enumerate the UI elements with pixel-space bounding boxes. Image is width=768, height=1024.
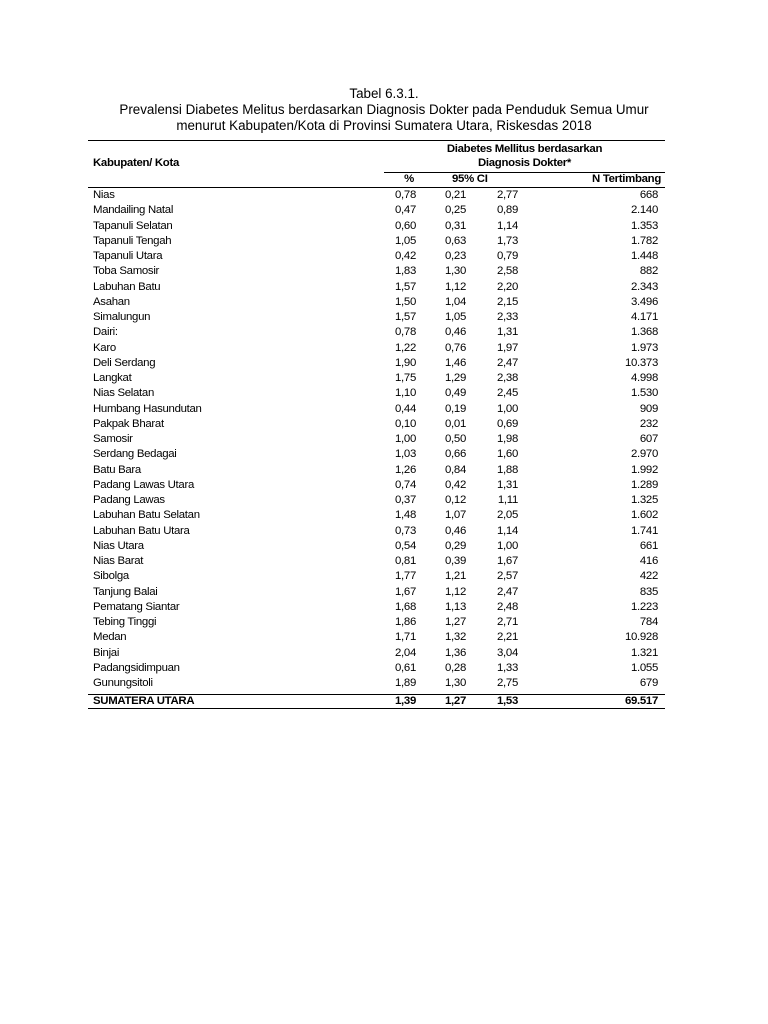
row-ci-upper: 0,89	[497, 204, 518, 217]
row-ci-upper: 0,79	[497, 250, 518, 262]
row-n: 1.530	[630, 387, 658, 400]
row-ci-lower: 1,12	[445, 280, 466, 293]
total-percent: 1,39	[395, 695, 416, 707]
row-ci-lower: 0,23	[445, 250, 466, 262]
row-percent: 2,04	[395, 646, 416, 659]
row-ci-upper: 2,20	[497, 280, 518, 293]
row-ci-upper: 2,77	[497, 189, 518, 201]
row-percent: 0,47	[395, 204, 416, 217]
row-percent: 1,05	[395, 234, 416, 247]
row-ci-lower: 1,30	[445, 677, 466, 689]
total-ci-upper: 1,53	[497, 695, 518, 707]
row-ci-upper: 2,58	[497, 265, 518, 278]
row-n: 882	[639, 265, 658, 278]
table-row	[0, 493, 768, 508]
row-n: 668	[639, 189, 658, 201]
row-name: Pakpak Bharat	[93, 417, 164, 430]
header-n-tertimbang: N Tertimbang	[592, 173, 661, 185]
table-row	[0, 508, 768, 523]
row-n: 1.992	[630, 463, 658, 476]
header-group-line-1: Diabetes Mellitus berdasarkan	[446, 143, 603, 155]
table-row	[0, 463, 768, 478]
table-row	[0, 630, 768, 645]
row-ci-upper: 2,45	[497, 387, 518, 400]
total-ci-lower: 1,27	[445, 695, 466, 707]
row-ci-upper: 2,48	[497, 600, 518, 613]
row-n: 1.289	[630, 478, 658, 491]
row-ci-lower: 0,01	[445, 417, 466, 430]
row-percent: 0,78	[395, 189, 416, 201]
header-95-ci: 95% CI	[452, 173, 488, 185]
row-ci-upper: 1,67	[497, 555, 518, 567]
table-caption	[80, 86, 688, 134]
table-row	[0, 524, 768, 539]
header-percent: %	[404, 173, 414, 185]
row-percent: 1,77	[395, 570, 416, 583]
row-n: 10.928	[624, 631, 658, 644]
row-ci-upper: 2,47	[497, 585, 518, 598]
row-name: Padangsidimpuan	[93, 661, 180, 674]
row-name: Nias Selatan	[93, 387, 154, 400]
table-row	[0, 310, 768, 325]
row-percent: 1,03	[395, 448, 416, 461]
table-top-rule	[88, 140, 665, 141]
row-percent: 1,68	[395, 600, 416, 613]
table-row	[0, 386, 768, 401]
row-name: Karo	[93, 341, 116, 354]
row-ci-upper: 2,33	[497, 311, 518, 323]
row-ci-upper: 1,00	[497, 402, 518, 415]
row-ci-lower: 1,29	[445, 372, 466, 384]
total-name: SUMATERA UTARA	[93, 695, 195, 707]
table-number: Tabel 6.3.1.	[349, 86, 419, 101]
row-name: Padang Lawas	[93, 494, 165, 506]
table-row	[0, 600, 768, 615]
row-percent: 0,61	[395, 661, 416, 674]
table-row	[0, 554, 768, 569]
row-n: 1.055	[630, 661, 658, 674]
row-name: Batu Bara	[93, 463, 141, 476]
row-percent: 0,54	[395, 539, 416, 552]
total-row	[0, 694, 768, 709]
row-name: Humbang Hasundutan	[93, 402, 202, 415]
row-percent: 0,10	[395, 417, 416, 430]
row-n: 1.448	[630, 250, 658, 262]
table-title-line-1: Prevalensi Diabetes Melitus berdasarkan Diagnosis Dokter pada Penduduk Semua Umur	[119, 102, 649, 117]
table-row	[0, 447, 768, 462]
row-n: 10.373	[624, 356, 658, 369]
row-name: Langkat	[93, 372, 132, 384]
row-ci-lower: 1,12	[445, 585, 466, 598]
row-ci-upper: 1,31	[497, 478, 518, 491]
row-percent: 0,74	[395, 478, 416, 491]
row-percent: 1,75	[395, 372, 416, 384]
row-ci-upper: 1,14	[497, 524, 518, 537]
table-row	[0, 356, 768, 371]
row-name: Tanjung Balai	[93, 585, 158, 598]
row-percent: 0,81	[395, 555, 416, 567]
row-ci-upper: 2,71	[497, 616, 518, 628]
row-name: Deli Serdang	[93, 356, 156, 369]
row-name: Tapanuli Utara	[93, 250, 163, 262]
row-n: 1.321	[630, 646, 658, 659]
header-group-line-2: Diagnosis Dokter*	[477, 157, 571, 169]
row-percent: 1,67	[395, 585, 416, 598]
table-row	[0, 234, 768, 249]
row-n: 232	[639, 417, 658, 430]
row-n: 1.223	[630, 600, 658, 613]
row-ci-lower: 0,25	[445, 204, 466, 217]
table-row	[0, 569, 768, 584]
row-name: Toba Samosir	[93, 265, 160, 278]
row-percent: 1,83	[395, 265, 416, 278]
row-n: 1.368	[630, 326, 658, 339]
row-ci-upper: 1,11	[497, 494, 518, 506]
row-percent: 1,00	[395, 433, 416, 445]
row-ci-lower: 1,13	[445, 600, 466, 613]
row-n: 909	[639, 402, 658, 415]
row-percent: 1,22	[395, 341, 416, 354]
row-name: Simalungun	[93, 311, 151, 323]
row-ci-upper: 2,47	[497, 356, 518, 369]
row-n: 3.496	[630, 295, 658, 308]
row-percent: 1,10	[395, 387, 416, 400]
table-row	[0, 676, 768, 691]
table-row	[0, 219, 768, 234]
row-percent: 0,37	[395, 494, 416, 506]
row-ci-lower: 0,42	[445, 478, 466, 491]
table-row	[0, 280, 768, 295]
row-ci-upper: 1,73	[497, 234, 518, 247]
row-name: Pematang Siantar	[93, 600, 180, 613]
row-percent: 1,26	[395, 463, 416, 476]
table-row	[0, 585, 768, 600]
row-ci-lower: 0,76	[445, 341, 466, 354]
row-n: 784	[639, 616, 658, 628]
row-ci-lower: 1,04	[445, 295, 466, 308]
row-ci-upper: 0,69	[497, 417, 518, 430]
table-row	[0, 341, 768, 356]
table-row	[0, 402, 768, 417]
row-percent: 0,42	[395, 250, 416, 262]
row-n: 1.973	[630, 341, 658, 354]
row-ci-upper: 1,33	[497, 661, 518, 674]
row-percent: 0,60	[395, 219, 416, 232]
row-ci-lower: 0,19	[445, 402, 466, 415]
row-ci-lower: 0,63	[445, 234, 466, 247]
row-name: Nias Utara	[93, 539, 144, 552]
row-ci-lower: 1,30	[445, 265, 466, 278]
row-ci-lower: 1,32	[445, 631, 466, 644]
row-ci-lower: 0,21	[445, 189, 466, 201]
row-percent: 0,73	[395, 524, 416, 537]
row-ci-lower: 0,12	[445, 494, 466, 506]
row-percent: 1,71	[395, 631, 416, 644]
row-ci-lower: 1,07	[445, 509, 466, 522]
row-name: Labuhan Batu Selatan	[93, 509, 200, 522]
row-n: 661	[639, 539, 658, 552]
table-row	[0, 478, 768, 493]
row-name: Dairi:	[93, 326, 118, 339]
row-ci-lower: 0,29	[445, 539, 466, 552]
row-n: 835	[639, 585, 658, 598]
row-name: Sibolga	[93, 570, 129, 583]
row-n: 1.741	[630, 524, 658, 537]
row-ci-lower: 0,46	[445, 326, 466, 339]
row-ci-upper: 2,38	[497, 372, 518, 384]
header-region: Kabupaten/ Kota	[93, 157, 179, 169]
row-ci-upper: 1,97	[497, 341, 518, 354]
table-row	[0, 646, 768, 661]
row-n: 2.140	[630, 204, 658, 217]
row-percent: 1,57	[395, 280, 416, 293]
row-n: 1.782	[630, 234, 658, 247]
row-name: Nias	[93, 189, 115, 201]
row-n: 4.171	[630, 311, 658, 323]
row-name: Labuhan Batu Utara	[93, 524, 190, 537]
row-name: Medan	[93, 631, 127, 644]
row-name: Gunungsitoli	[93, 677, 153, 689]
row-ci-lower: 1,27	[445, 616, 466, 628]
row-ci-upper: 2,57	[497, 570, 518, 583]
row-n: 2.343	[630, 280, 658, 293]
row-percent: 1,50	[395, 295, 416, 308]
table-row	[0, 371, 768, 386]
row-percent: 1,57	[395, 311, 416, 323]
table-row	[0, 325, 768, 340]
row-ci-lower: 0,39	[445, 555, 466, 567]
row-ci-lower: 1,05	[445, 311, 466, 323]
row-name: Mandailing Natal	[93, 204, 174, 217]
row-name: Samosir	[93, 433, 133, 445]
row-percent: 0,78	[395, 326, 416, 339]
row-name: Tebing Tinggi	[93, 616, 157, 628]
row-ci-lower: 0,50	[445, 433, 466, 445]
row-ci-lower: 0,46	[445, 524, 466, 537]
row-ci-upper: 2,15	[497, 295, 518, 308]
row-ci-upper: 3,04	[497, 646, 518, 659]
table-row	[0, 249, 768, 264]
table-row	[0, 615, 768, 630]
table-row	[0, 432, 768, 447]
row-percent: 1,86	[395, 616, 416, 628]
row-ci-upper: 2,05	[497, 509, 518, 522]
row-n: 2.970	[630, 448, 658, 461]
row-n: 1.325	[630, 494, 658, 506]
row-ci-upper: 1,00	[497, 539, 518, 552]
row-n: 1.353	[630, 219, 658, 232]
row-ci-lower: 1,46	[445, 356, 466, 369]
row-ci-lower: 0,31	[445, 219, 466, 232]
row-ci-upper: 1,31	[497, 326, 518, 339]
row-ci-lower: 0,84	[445, 463, 466, 476]
table-row	[0, 539, 768, 554]
row-n: 422	[639, 570, 658, 583]
row-ci-lower: 1,21	[445, 570, 466, 583]
total-n: 69.517	[624, 695, 658, 707]
row-name: Nias Barat	[93, 555, 144, 567]
row-name: Labuhan Batu	[93, 280, 161, 293]
row-name: Tapanuli Tengah	[93, 234, 172, 247]
row-name: Tapanuli Selatan	[93, 219, 173, 232]
row-name: Asahan	[93, 295, 130, 308]
table-row	[0, 661, 768, 676]
row-percent: 1,89	[395, 677, 416, 689]
row-ci-lower: 1,36	[445, 646, 466, 659]
row-name: Serdang Bedagai	[93, 448, 177, 461]
row-name: Padang Lawas Utara	[93, 478, 194, 491]
row-n: 679	[639, 677, 658, 689]
row-ci-lower: 0,66	[445, 448, 466, 461]
table-row	[0, 264, 768, 279]
row-percent: 1,48	[395, 509, 416, 522]
row-ci-lower: 0,49	[445, 387, 466, 400]
row-name: Binjai	[93, 646, 120, 659]
row-ci-upper: 1,14	[497, 219, 518, 232]
row-ci-lower: 0,28	[445, 661, 466, 674]
row-n: 1.602	[630, 509, 658, 522]
row-n: 607	[639, 433, 658, 445]
table-row	[0, 203, 768, 218]
row-ci-upper: 1,88	[497, 463, 518, 476]
row-percent: 0,44	[395, 402, 416, 415]
row-n: 4.998	[630, 372, 658, 384]
row-n: 416	[639, 555, 658, 567]
table-title-line-2: menurut Kabupaten/Kota di Provinsi Sumatera Utara, Riskesdas 2018	[176, 118, 592, 133]
row-ci-upper: 1,98	[497, 433, 518, 445]
row-ci-upper: 2,21	[497, 631, 518, 644]
row-percent: 1,90	[395, 356, 416, 369]
table-row	[0, 417, 768, 432]
row-ci-upper: 1,60	[497, 448, 518, 461]
table-row	[0, 295, 768, 310]
row-ci-upper: 2,75	[497, 677, 518, 689]
table-row	[0, 188, 768, 203]
